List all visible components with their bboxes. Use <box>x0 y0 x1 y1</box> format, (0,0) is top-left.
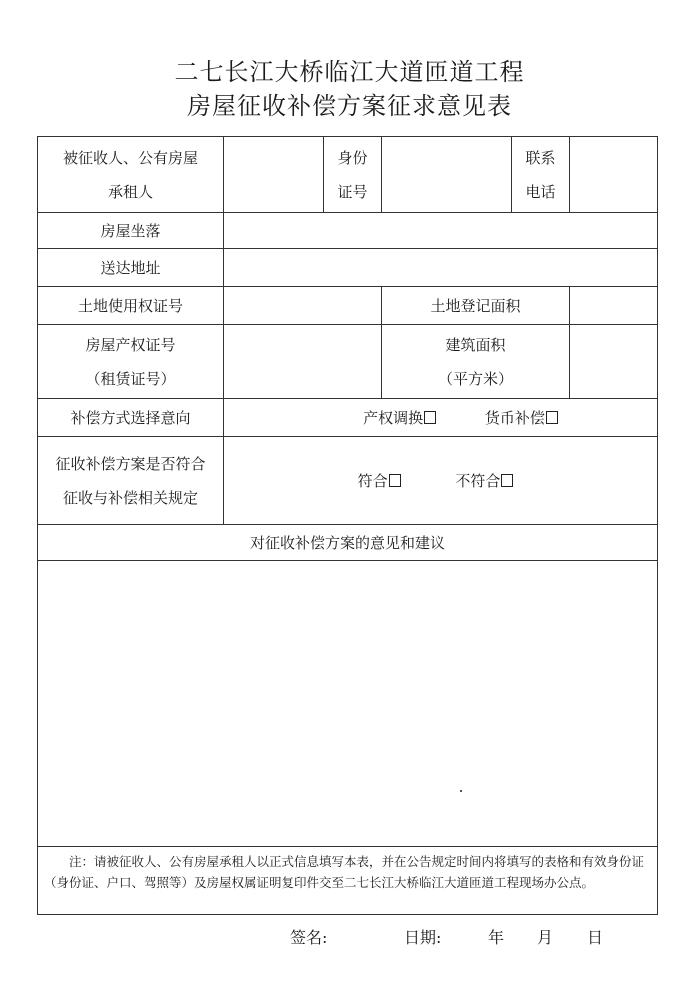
option-money-label: 货币补偿 <box>484 408 545 427</box>
option-property-label: 产权调换 <box>363 408 424 427</box>
option-money-compensation[interactable] <box>485 401 558 435</box>
address-input[interactable] <box>224 249 658 287</box>
owner-label-line2: 承租人 <box>107 182 153 201</box>
house-cert-label-line2: （租赁证号） <box>85 369 176 388</box>
land-cert-input[interactable] <box>224 287 382 325</box>
opinion-header: 对征收补偿方案的意见和建议 <box>38 525 658 561</box>
phone-label-line1: 联系 <box>525 148 556 167</box>
location-label: 房屋坐落 <box>38 213 224 249</box>
date-label: 日期: <box>404 928 442 947</box>
note-text: 注：请被征收人、公有房屋承租人以正式信息填写本表，并在公告规定时间内将填写的表格和有效身份证（身份证、户口、驾照等）及房屋权属证明复印件交至二七长江大桥临江大道匝道工程现场办公点。 <box>38 847 658 915</box>
land-area-input[interactable] <box>570 287 658 325</box>
no-checkbox[interactable] <box>501 474 513 487</box>
id-number-input[interactable] <box>382 137 512 213</box>
compliance-label-cell <box>38 437 224 525</box>
option-yes-label: 符合 <box>357 471 388 490</box>
compliance-label-line1: 征收补偿方案是否符合 <box>55 454 206 473</box>
house-cert-input[interactable] <box>224 325 382 399</box>
owner-label-cell <box>38 137 224 213</box>
compliance-options <box>224 437 658 525</box>
land-area-label: 土地登记面积 <box>382 287 570 325</box>
building-area-label-cell <box>382 325 570 399</box>
compensation-label: 补偿方式选择意向 <box>38 399 224 437</box>
land-cert-label: 土地使用权证号 <box>38 287 224 325</box>
id-label-line1: 身份 <box>337 148 368 167</box>
year-label: 年 <box>488 928 505 947</box>
compliance-label-line2: 征收与补偿相关规定 <box>62 488 198 507</box>
phone-input[interactable] <box>570 137 658 213</box>
house-cert-label-line1: 房屋产权证号 <box>85 335 176 354</box>
scan-speck <box>460 790 462 792</box>
compensation-options <box>224 399 658 437</box>
option-yes[interactable] <box>358 464 401 498</box>
address-label: 送达地址 <box>38 249 224 287</box>
owner-name-input[interactable] <box>224 137 324 213</box>
location-input[interactable] <box>224 213 658 249</box>
phone-label-cell <box>512 137 570 213</box>
option-no[interactable] <box>455 464 513 498</box>
yes-checkbox[interactable] <box>389 474 401 487</box>
house-cert-label-cell <box>38 325 224 399</box>
id-label-line2: 证号 <box>337 182 368 201</box>
month-label: 月 <box>537 928 554 947</box>
property-exchange-checkbox[interactable] <box>424 411 436 424</box>
owner-label-line1: 被征收人、公有房屋 <box>62 148 198 167</box>
building-area-label-line2: （平方米） <box>437 369 513 388</box>
day-label: 日 <box>587 928 604 947</box>
form-title-line1: 二七长江大桥临江大道匝道工程 <box>174 58 525 86</box>
opinion-textarea[interactable] <box>38 561 658 847</box>
sign-label: 签名: <box>290 928 328 947</box>
option-property-exchange[interactable] <box>363 401 436 435</box>
id-label-cell <box>324 137 382 213</box>
form-title-line2: 房屋征收补偿方案征求意见表 <box>187 92 512 120</box>
option-no-label: 不符合 <box>455 471 501 490</box>
opinion-form-table <box>37 136 658 915</box>
phone-label-line2: 电话 <box>525 182 556 201</box>
signature-footer <box>0 925 699 949</box>
building-area-input[interactable] <box>570 325 658 399</box>
money-compensation-checkbox[interactable] <box>546 411 558 424</box>
building-area-label-line1: 建筑面积 <box>445 335 506 354</box>
